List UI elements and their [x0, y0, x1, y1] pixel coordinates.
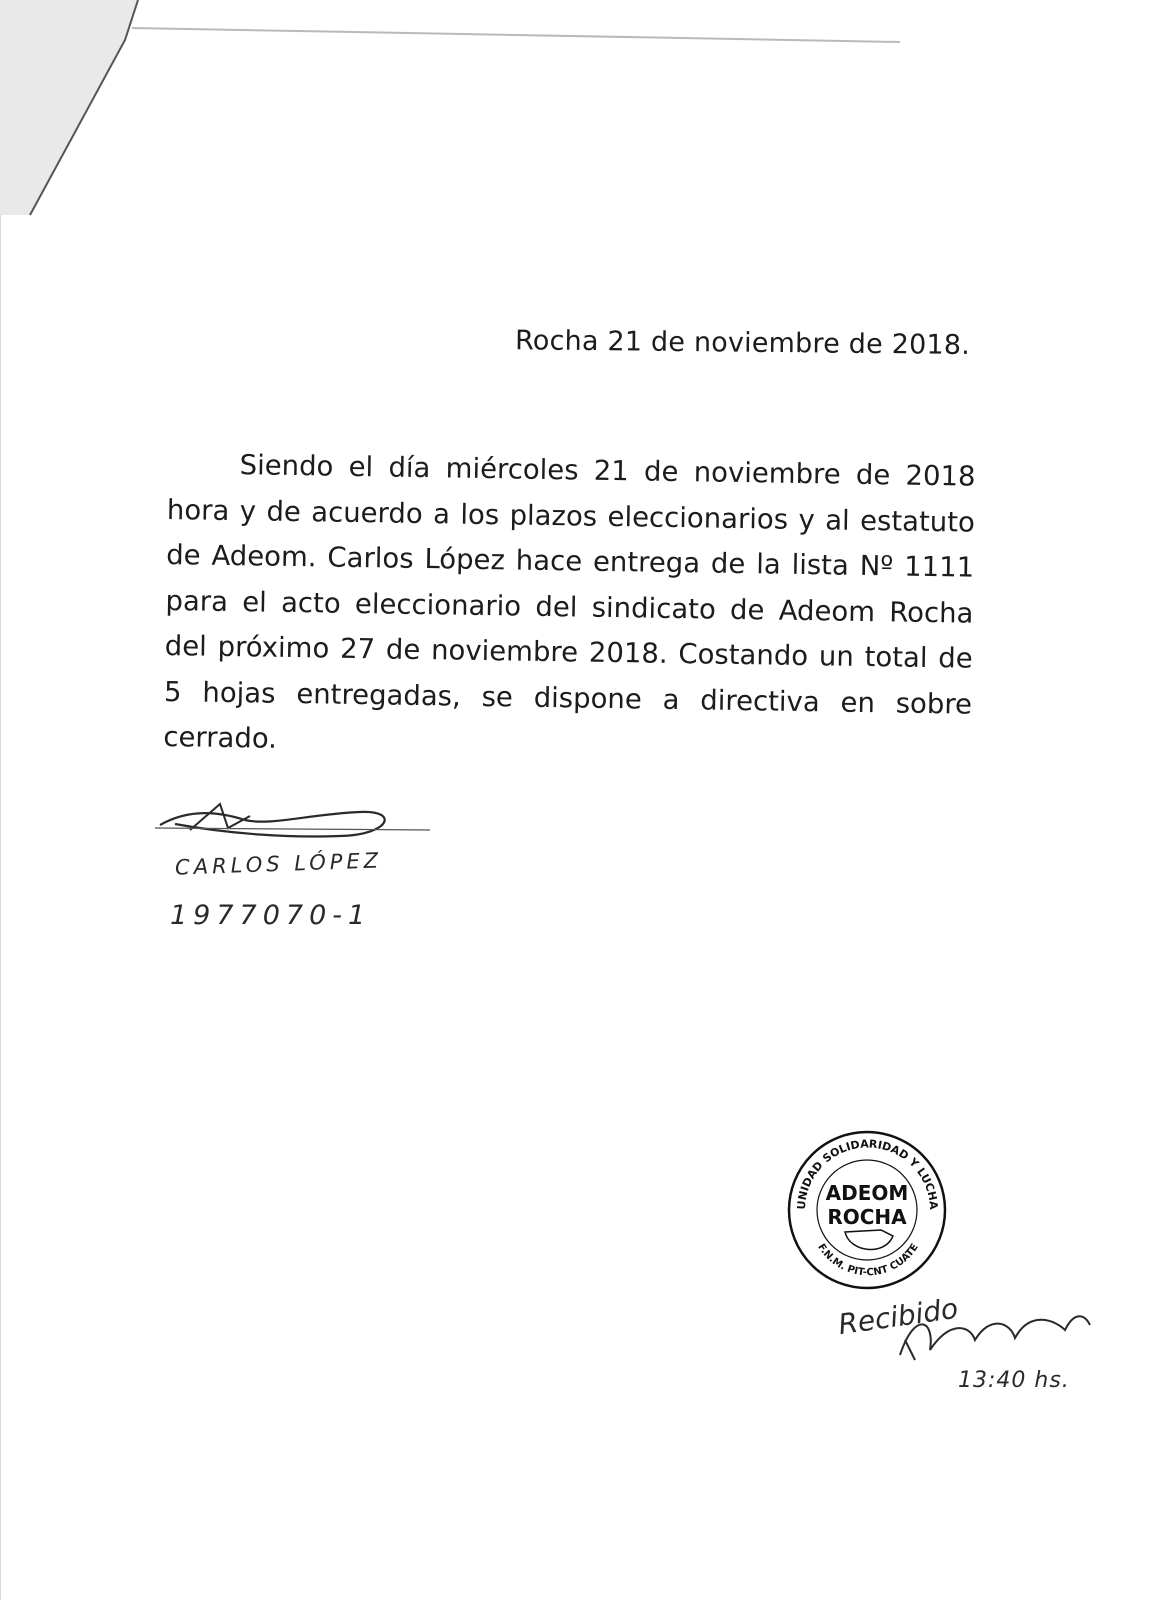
seal-line-2: ROCHA	[827, 1205, 907, 1229]
seal-line-1: ADEOM	[825, 1181, 909, 1205]
union-seal	[785, 1128, 950, 1293]
receiver-signature	[895, 1300, 1095, 1370]
seal-top-text: UNIDAD SOLIDARIDAD Y LUCHA	[794, 1137, 941, 1210]
received-time: 13:40 hs.	[958, 1368, 1070, 1393]
printed-name: CARLOS LÓPEZ	[174, 848, 383, 880]
id-number: 1977070-1	[170, 900, 372, 931]
date-line: Rocha 21 de noviembre de 2018.	[514, 325, 971, 361]
seal-bottom-text: F.N.M. PIT-CNT CUATE	[815, 1242, 921, 1279]
body-paragraph: Siendo el día miércoles 21 de noviembre de 2018 hora y de acuerdo a los plazos eleccionarios y al estatuto de Adeom. Carlos López hace entrega de la lista Nº 1111 para el acto eleccionario del sindicato de Adeom Rocha del próximo 27 de noviembre 2018. Costando un total de 5 hojas entregadas, se dispone a directiva en sobre cerrado.	[163, 449, 976, 755]
received-label: Recibido	[836, 1291, 961, 1342]
handwritten-signature	[150, 790, 440, 860]
